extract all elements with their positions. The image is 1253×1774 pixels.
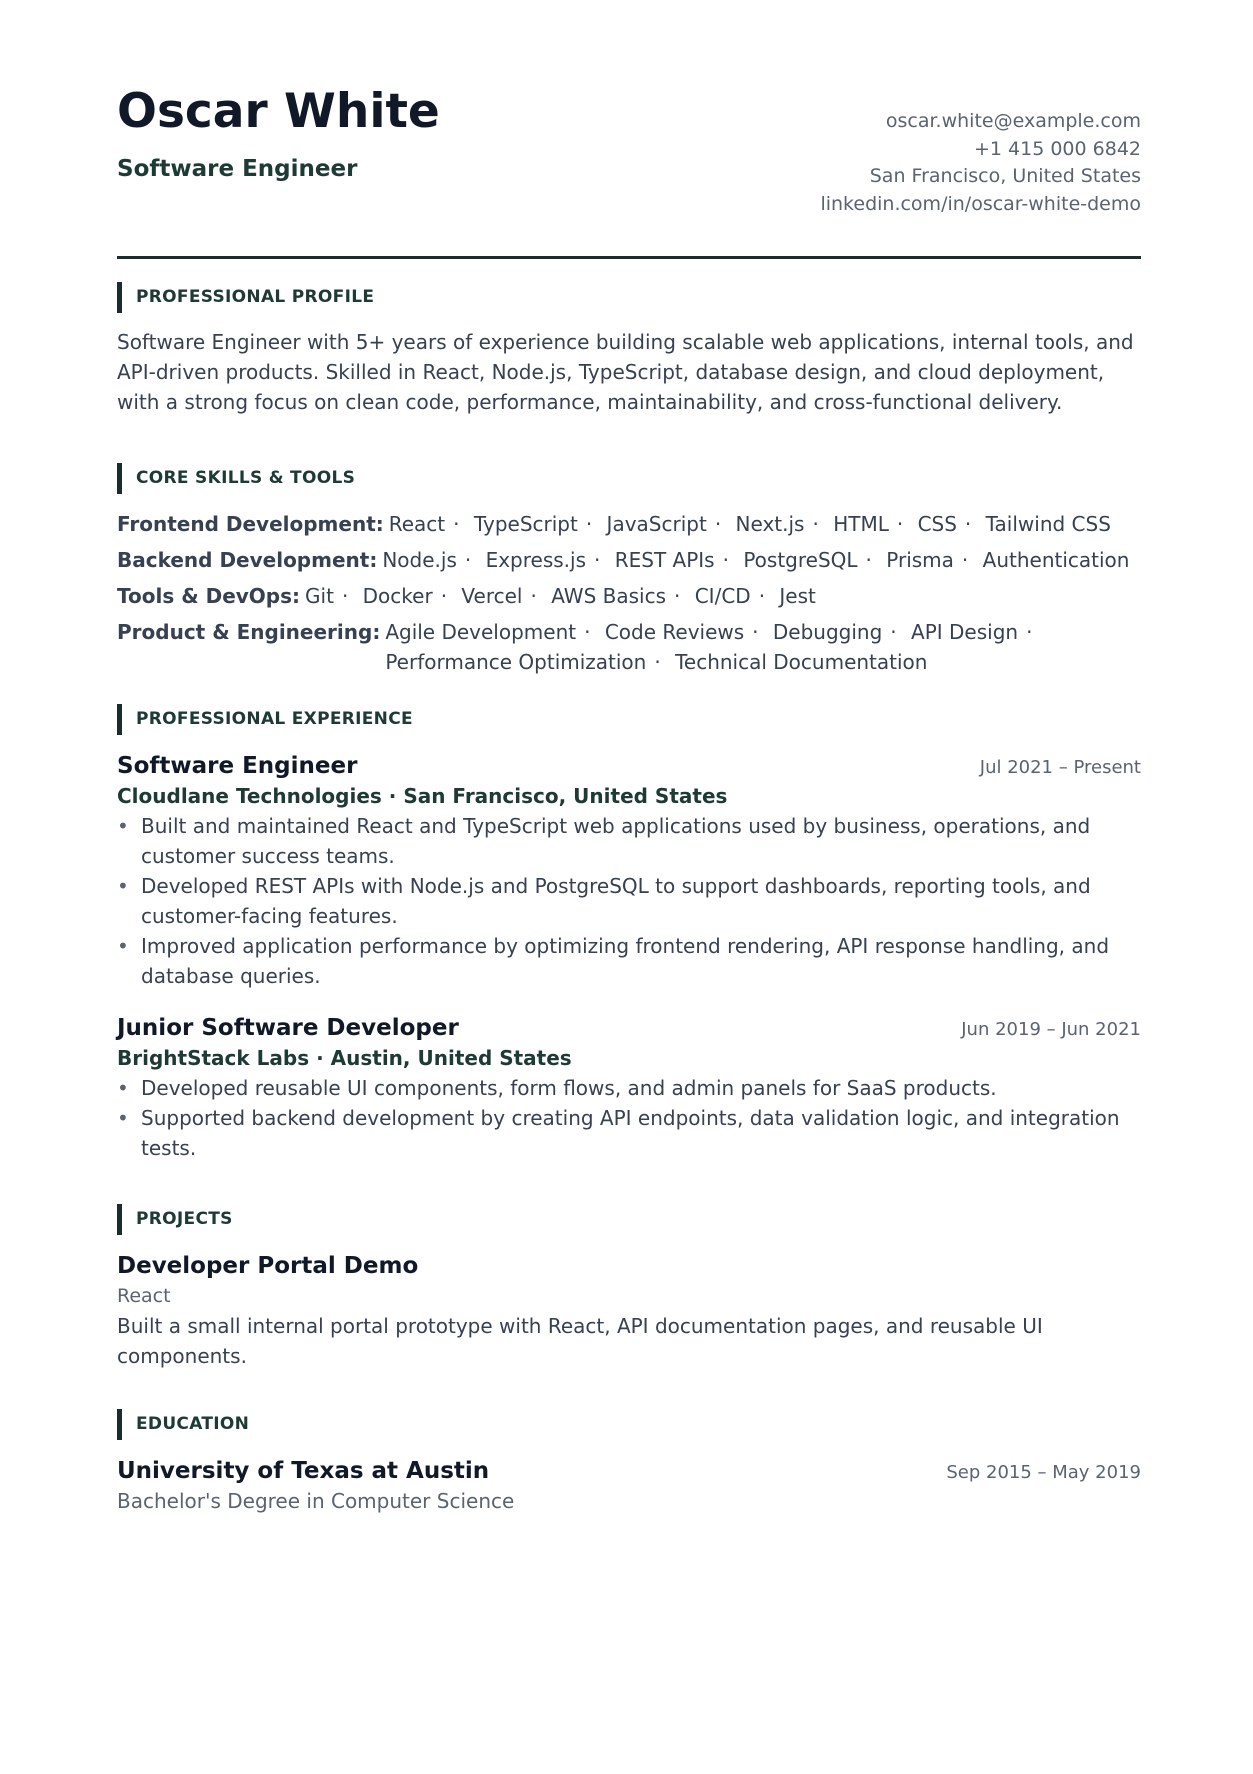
job-title: Software Engineer: [117, 753, 358, 779]
skills-list: [117, 509, 1141, 677]
job-entry: [117, 1013, 1141, 1163]
job-date: Jun 2019 – Jun 2021: [961, 1019, 1141, 1040]
experience-section: [117, 704, 1141, 1163]
skill-group: [117, 509, 1141, 539]
skill-item: JavaScript: [606, 512, 707, 536]
skill-group-label: Backend Development:: [117, 548, 378, 572]
section-title-education: EDUCATION: [117, 1409, 1141, 1440]
skill-item: CSS: [917, 512, 957, 536]
section-title-experience: PROFESSIONAL EXPERIENCE: [117, 704, 1141, 735]
skill-separator: ·: [585, 512, 593, 536]
contact-info: [820, 108, 1141, 218]
skill-separator: ·: [758, 584, 766, 608]
skill-item: API Design: [911, 620, 1019, 644]
skill-group-items: [382, 545, 1141, 575]
skill-group: [117, 545, 1141, 575]
job-bullet: • Improved application performance by optimizing frontend rendering, API response handling, and database queries.: [117, 931, 1141, 991]
skill-item: CI/CD: [694, 584, 751, 608]
skill-group-items: [385, 617, 1141, 677]
job-bullet: • Built and maintained React and TypeScript web applications used by business, operations, and customer success teams.: [117, 811, 1141, 871]
project-entry: [117, 1251, 1141, 1371]
skill-item: Performance Optimization: [385, 650, 647, 674]
skill-separator: ·: [654, 650, 661, 674]
skill-item: Debugging: [772, 620, 883, 644]
skills-section: [117, 463, 1141, 677]
section-title-projects: PROJECTS: [117, 1204, 1141, 1235]
skill-separator: ·: [464, 548, 472, 572]
skill-item: Vercel: [461, 584, 523, 608]
skill-item: Node.js: [382, 548, 457, 572]
education-section: [117, 1409, 1141, 1516]
skill-separator: ·: [440, 584, 448, 608]
section-title-skills: CORE SKILLS & TOOLS: [117, 463, 1141, 494]
contact-location: San Francisco, United States: [869, 165, 1141, 187]
job-date: Jul 2021 – Present: [979, 757, 1141, 778]
skill-group-label: Frontend Development:: [117, 512, 384, 536]
skill-separator: ·: [1026, 620, 1033, 644]
skill-separator: ·: [812, 512, 819, 536]
skill-item: Technical Documentation: [675, 650, 928, 674]
contact-email[interactable]: oscar.white@example.com: [885, 110, 1141, 132]
skill-item: Agile Development: [385, 620, 577, 644]
skill-separator: ·: [674, 584, 681, 608]
skill-group-items: [305, 581, 1141, 611]
job-header: [117, 751, 1141, 781]
skill-item: TypeScript: [473, 512, 578, 536]
skill-item: AWS Basics: [551, 584, 666, 608]
education-degree: Bachelor's Degree in Computer Science: [117, 1489, 515, 1513]
skill-separator: ·: [530, 584, 537, 608]
skill-item: REST APIs: [614, 548, 715, 572]
candidate-role: Software Engineer: [117, 156, 358, 182]
skill-separator: ·: [453, 512, 460, 536]
skill-group-label: Product & Engineering:: [117, 620, 381, 644]
skill-separator: ·: [961, 548, 969, 572]
education-header: [117, 1456, 1141, 1486]
skill-item: HTML: [833, 512, 889, 536]
profile-section: [117, 282, 1141, 417]
projects-section: [117, 1204, 1141, 1371]
education-date: Sep 2015 – May 2019: [946, 1462, 1141, 1483]
skill-separator: ·: [890, 620, 897, 644]
skill-item: PostgreSQL: [743, 548, 858, 572]
skill-separator: ·: [341, 584, 349, 608]
skill-item: Prisma: [886, 548, 954, 572]
skill-group: [117, 617, 1141, 677]
skill-item: React: [388, 512, 446, 536]
project-tech: React: [117, 1285, 171, 1307]
education-school: University of Texas at Austin: [117, 1458, 490, 1484]
resume-page: [117, 0, 1141, 1513]
skill-separator: ·: [752, 620, 759, 644]
contact-linkedin[interactable]: linkedin.com/in/oscar-white-demo: [820, 192, 1141, 215]
project-name: Developer Portal Demo: [117, 1253, 419, 1279]
skill-group-items: [389, 509, 1141, 539]
job-organization: BrightStack Labs · Austin, United States: [117, 1046, 572, 1070]
candidate-name: Oscar White: [117, 84, 440, 139]
skill-separator: ·: [594, 548, 601, 572]
project-description: Built a small internal portal prototype with React, API documentation pages, and reusable UI components.: [117, 1314, 1043, 1368]
skill-item: Docker: [362, 584, 433, 608]
job-organization: Cloudlane Technologies · San Francisco, United States: [117, 784, 728, 808]
job-title: Junior Software Developer: [117, 1015, 459, 1041]
skill-separator: ·: [722, 548, 729, 572]
skill-item: Git: [305, 584, 334, 608]
skill-separator: ·: [896, 512, 904, 536]
job-bullet: • Supported backend development by creating API endpoints, data validation logic, and integration tests.: [117, 1103, 1141, 1163]
job-bullets: [117, 1073, 1141, 1163]
job-header: [117, 1013, 1141, 1043]
skill-item: Code Reviews: [604, 620, 745, 644]
skill-item: Express.js: [485, 548, 587, 572]
contact-phone[interactable]: +1 415 000 6842: [973, 137, 1141, 160]
section-title-profile: PROFESSIONAL PROFILE: [117, 282, 1141, 313]
job-entry: [117, 751, 1141, 991]
education-entry: [117, 1456, 1141, 1516]
profile-text: Software Engineer with 5+ years of experience building scalable web applications, internal tools, and API-driven products. Skilled in React, Node.js, TypeScript, database design, and cloud deployment, with a strong focus on clean code, performance, maintainability, and cross-functional delivery.: [117, 330, 1134, 414]
skill-group-label: Tools & DevOps:: [117, 584, 301, 608]
skill-item: Authentication: [982, 548, 1130, 572]
skill-separator: ·: [964, 512, 972, 536]
skill-separator: ·: [584, 620, 591, 644]
job-bullet: • Developed REST APIs with Node.js and PostgreSQL to support dashboards, reporting tools, and customer-facing features.: [117, 871, 1141, 931]
job-bullets: [117, 811, 1141, 991]
skill-separator: ·: [714, 512, 722, 536]
job-bullet: • Developed reusable UI components, form flows, and admin panels for SaaS products.: [117, 1073, 1141, 1103]
skill-item: Jest: [779, 584, 816, 608]
skill-group: [117, 581, 1141, 611]
skill-item: Next.js: [735, 512, 805, 536]
skill-item: Tailwind CSS: [985, 512, 1111, 536]
resume-header: [117, 0, 1141, 259]
skill-separator: ·: [865, 548, 872, 572]
